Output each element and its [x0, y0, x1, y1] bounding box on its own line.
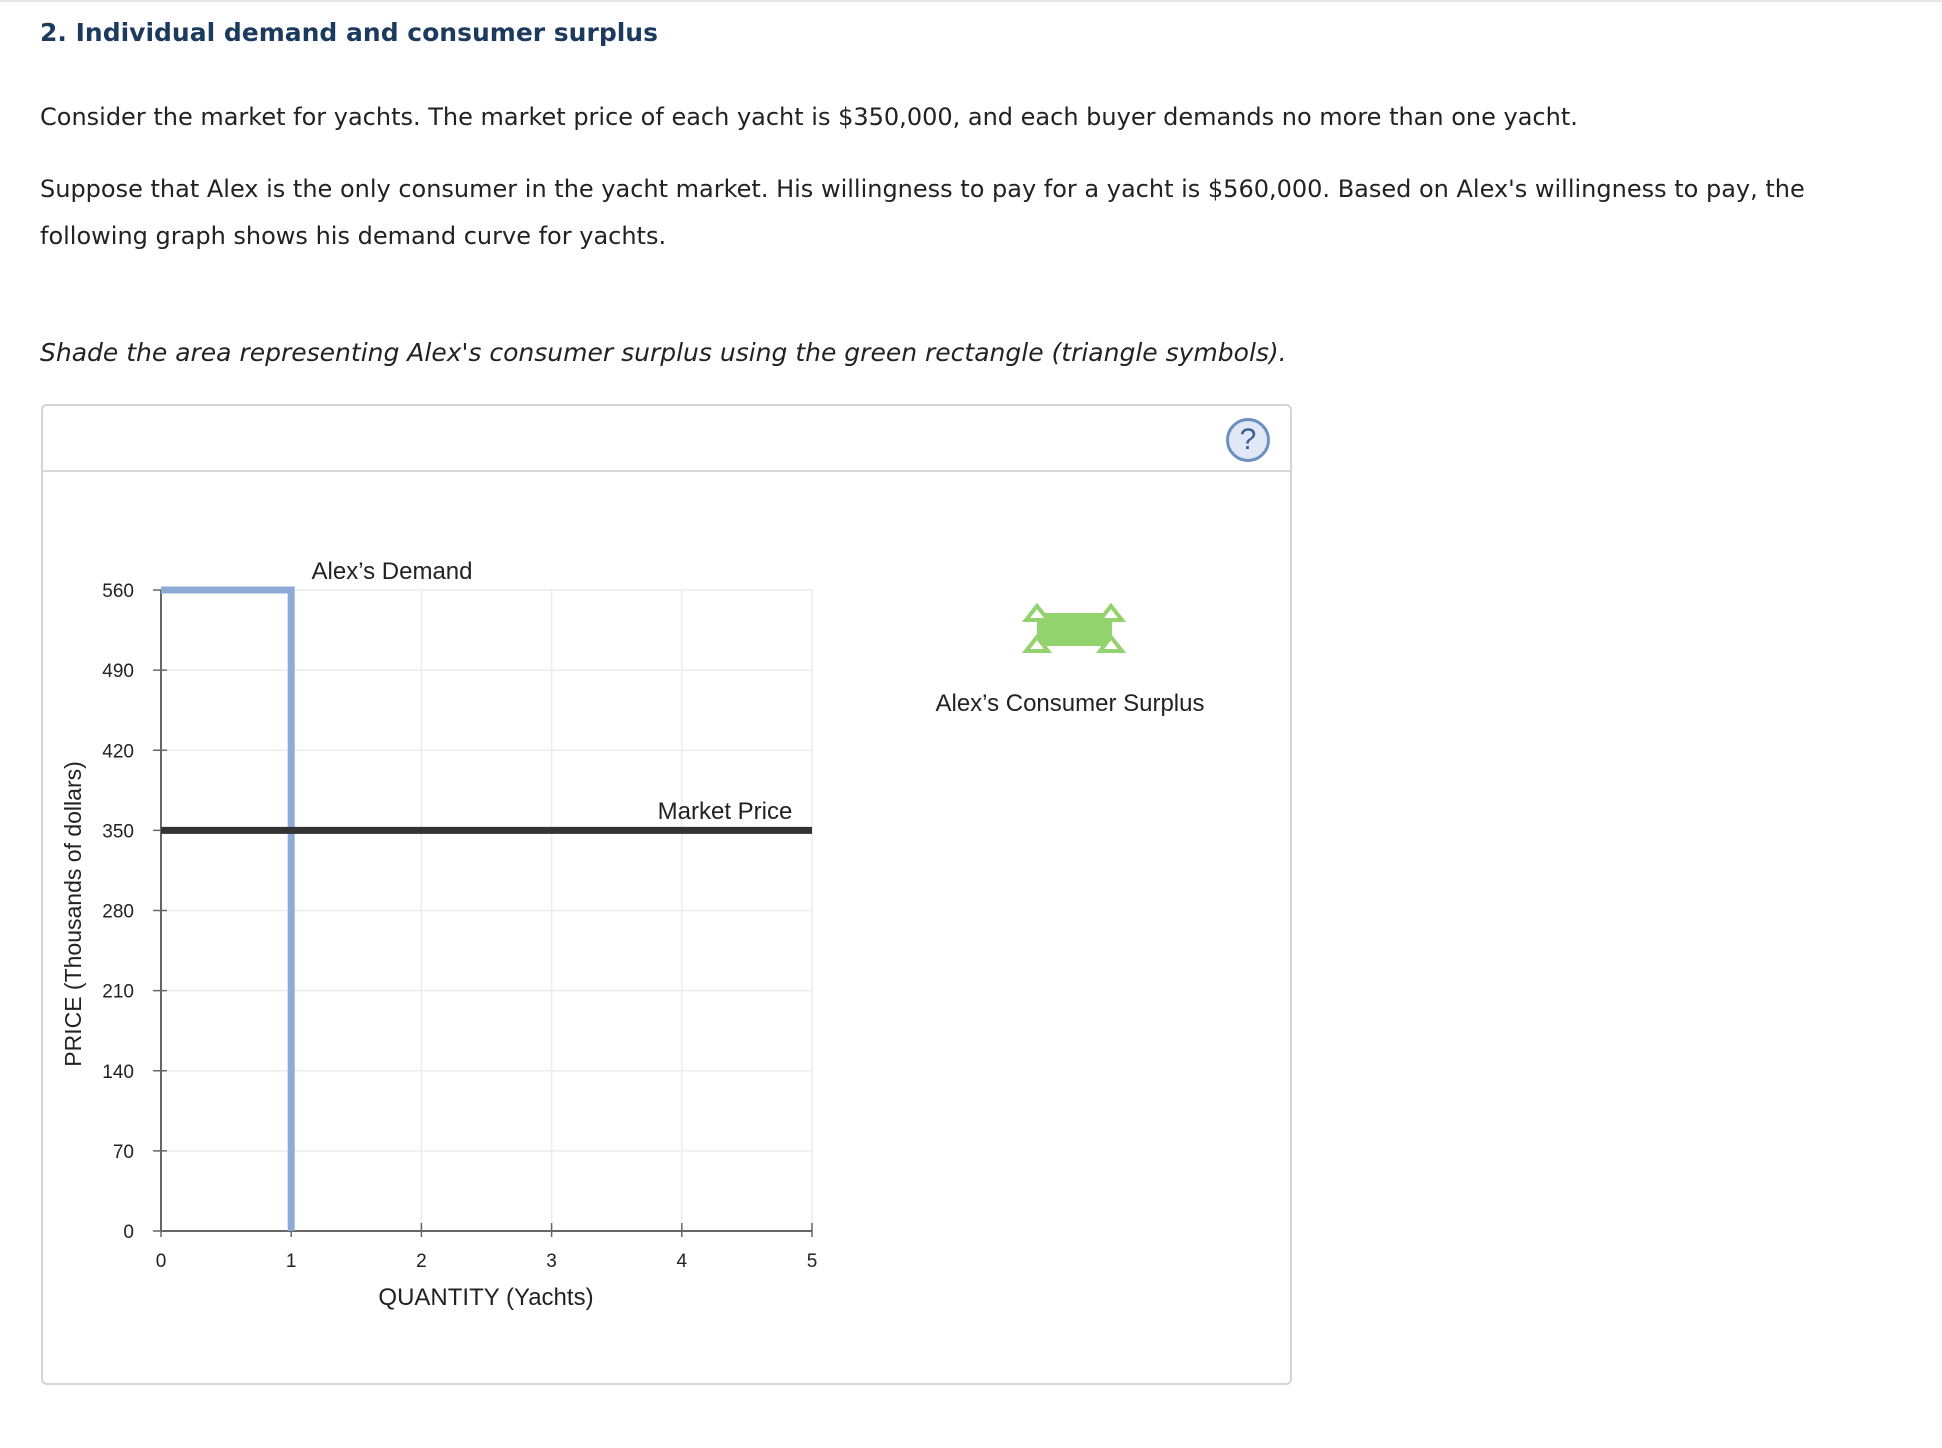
y-tick-label: 210	[102, 981, 134, 1003]
grid	[161, 590, 812, 1231]
x-tick-label: 1	[285, 1251, 297, 1272]
x-tick-label: 4	[676, 1251, 688, 1272]
x-tick-label: 2	[416, 1251, 427, 1272]
y-axis-title: PRICE (Thousands of dollars)	[60, 761, 86, 1067]
consumer-surplus-tool[interactable]	[1026, 606, 1122, 651]
consumer-surplus-tool-label: Alex’s Consumer Surplus	[935, 690, 1205, 717]
x-tick-label: 0	[155, 1251, 167, 1272]
y-tick-label: 140	[102, 1061, 134, 1083]
x-tick-label: 3	[546, 1251, 557, 1272]
instruction-text: Shade the area representing Alex's consumer surplus using the green rectangle (triangle symbols).	[40, 338, 1287, 367]
market-price-label: Market Price	[657, 798, 793, 825]
y-tick-label: 70	[112, 1141, 134, 1163]
triangle-handle-icon[interactable]	[1026, 606, 1048, 620]
y-tick-label: 280	[102, 901, 134, 923]
question-title: 2. Individual demand and consumer surplus	[40, 18, 658, 47]
demand-description: Suppose that Alex is the only consumer in the yacht market. His willingness to pay for a yacht is $560,000. Based on Alex's willingness to pay, the following graph shows his demand curve for yachts.	[40, 175, 1805, 250]
y-tick-label: 0	[123, 1222, 134, 1243]
demand-curve-label: Alex’s Demand	[311, 558, 473, 585]
help-button[interactable]: ?	[1226, 418, 1270, 462]
triangle-handle-icon[interactable]	[1100, 606, 1122, 620]
y-tick-label: 350	[102, 821, 134, 843]
market-description: Consider the market for yachts. The market price of each yacht is $350,000, and each buyer demands no more than one yacht.	[40, 103, 1578, 131]
y-tick-label: 420	[102, 741, 134, 763]
y-tick-label: 560	[102, 581, 134, 602]
axes	[102, 581, 817, 1272]
y-tick-label: 490	[102, 661, 134, 683]
x-axis-title: QUANTITY (Yachts)	[378, 1284, 594, 1311]
x-tick-label: 5	[806, 1251, 818, 1272]
